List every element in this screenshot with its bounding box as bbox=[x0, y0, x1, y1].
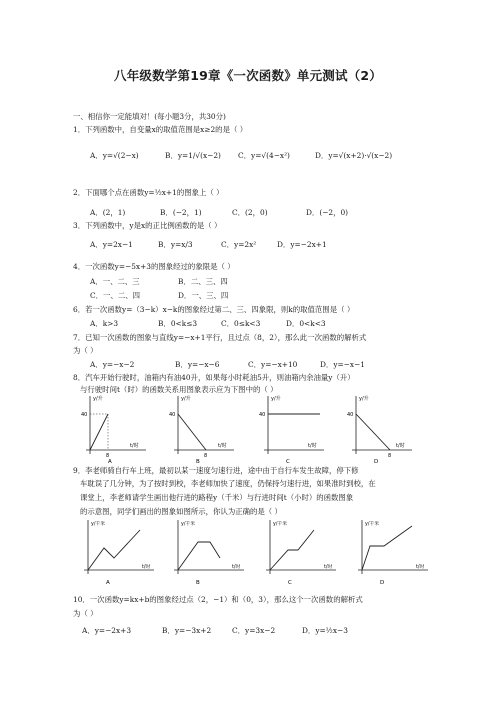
graph-x-label: t/时 bbox=[130, 443, 139, 449]
graph-x-label: t/时 bbox=[396, 443, 405, 449]
graph-y-label: y/升 bbox=[93, 396, 103, 402]
graph-option-label: D bbox=[374, 459, 379, 464]
question-4-option-c: C．一、二、四 bbox=[90, 291, 140, 300]
graph-option-label: B bbox=[196, 459, 200, 464]
question-7-stem-cont: 为（ ） bbox=[73, 346, 98, 355]
question-10-stem: 10．一次函数y=kx+b的图象经过点（2，−1）和（0，3），那么这个一次函数的解析式 bbox=[73, 595, 363, 604]
graph-option-label: A bbox=[106, 580, 110, 586]
question-8-graph-c bbox=[258, 392, 328, 464]
question-7-option-d: D．y=−x−1 bbox=[320, 360, 365, 369]
page-title: 八年级数学第19章《一次函数》单元测试（2） bbox=[114, 68, 382, 83]
question-2-option-d: D．(−2，0) bbox=[306, 208, 349, 217]
graph-x-label: t/时 bbox=[308, 443, 317, 449]
question-9-line-2: 车耽误了几分钟，为了按时到校，李老师加快了速度，仍保持匀速行进，如果准时到校，在 bbox=[80, 479, 376, 488]
question-6-option-c: C．0≤k<3 bbox=[221, 319, 261, 328]
question-4-option-a: A．一、二、三 bbox=[90, 277, 140, 286]
question-9-graph-b bbox=[170, 518, 250, 588]
graph-option-label: B bbox=[196, 580, 200, 586]
question-1-option-d: D．y=√(x+2)·√(x−2) bbox=[315, 151, 393, 160]
question-4-stem: 4．一次函数y=−5x+3的图象经过的象限是（ ） bbox=[73, 262, 235, 271]
question-1-stem: 1．下列函数中，自变量x的取值范围是x≥2的是（ ） bbox=[73, 125, 248, 134]
graph-y-label: y/千米 bbox=[273, 522, 288, 527]
graph-y-label: y/升 bbox=[181, 396, 191, 402]
question-8-graph-d bbox=[346, 392, 416, 464]
graph-y-label: y/升 bbox=[359, 396, 369, 402]
graph-x-mark: 8 bbox=[106, 453, 110, 459]
question-7-option-b: B．y=−x−6 bbox=[175, 360, 220, 369]
section-heading: 一、相信你一定能填对！(每小题3分，共30分) bbox=[73, 112, 226, 121]
graph-y-mark: 40 bbox=[347, 412, 354, 418]
graph-y-mark: 40 bbox=[81, 412, 88, 418]
question-3-option-c: C．y=2x² bbox=[221, 240, 257, 249]
question-3-stem: 3．下列函数中，y是x的正比例函数的是（ ） bbox=[73, 221, 222, 230]
graph-x-label: t/时 bbox=[324, 565, 333, 570]
question-10-option-b: B．y=−3x+2 bbox=[162, 626, 212, 635]
question-9-line-3: 课堂上，李老师请学生画出他行进的路程y（千米）与行进时间t（小时）的函数图象 bbox=[80, 493, 354, 502]
graph-option-label: A bbox=[108, 459, 112, 464]
question-6-option-d: D．0<k<3 bbox=[286, 319, 326, 328]
question-9-graph-d bbox=[354, 518, 434, 588]
question-1-option-c: C．y=√(4−x²) bbox=[238, 151, 290, 160]
question-3-option-a: A．y=2x−1 bbox=[90, 240, 133, 249]
question-2-option-c: C．(2，0) bbox=[232, 208, 268, 217]
question-8-graph-b bbox=[168, 392, 238, 464]
question-9-graph-c bbox=[262, 518, 342, 588]
graph-x-mark: 8 bbox=[204, 453, 208, 459]
question-9-line-4: 的示意图，同学们画出的图象如图所示，你认为正确的是（ ） bbox=[80, 507, 282, 516]
question-3-option-b: B．y=x/3 bbox=[158, 240, 193, 249]
graph-y-mark: 40 bbox=[169, 412, 176, 418]
graph-x-mark: 8 bbox=[388, 453, 392, 459]
question-8-graph-a bbox=[80, 392, 150, 464]
question-2-stem: 2．下面哪个点在函数y=½x+1的图象上（ ） bbox=[73, 188, 224, 197]
graph-y-label: y/千米 bbox=[365, 522, 380, 527]
question-7-option-c: C．y=−x+10 bbox=[248, 360, 298, 369]
graph-y-label: y/升 bbox=[271, 396, 281, 402]
question-6-option-b: B．0<k≤3 bbox=[158, 319, 198, 328]
graph-x-label: t/时 bbox=[232, 565, 241, 570]
question-7-option-a: A．y=−x−2 bbox=[90, 360, 135, 369]
graph-option-label: C bbox=[288, 580, 292, 586]
question-6-stem: 6．若一次函数y=（3−k）x−k的图象经过第二、三、四象限，则k的取值范围是（ ） bbox=[73, 305, 355, 314]
question-1-option-b: B．y=1/√(x−2) bbox=[165, 151, 221, 160]
graph-y-label: y/千米 bbox=[181, 522, 196, 527]
question-10-option-c: C．y=3x−2 bbox=[232, 626, 276, 635]
graph-y-label: y/千米 bbox=[91, 522, 106, 527]
graph-option-label: D bbox=[380, 580, 385, 586]
question-1-option-a: A．y=√(2−x) bbox=[90, 151, 139, 160]
question-9-line-1: 9．李老师骑自行车上班，最初以某一速度匀速行进，途中由于自行车发生故障，停下修 bbox=[73, 466, 359, 475]
question-8-stem-cont: 与行驶时间t（时）的函数关系用图象表示应为下图中的（ ） bbox=[80, 385, 278, 394]
question-10-option-a: A．y=−2x+3 bbox=[82, 626, 132, 635]
question-10-stem-cont: 为（ ） bbox=[73, 609, 98, 618]
question-2-option-b: B．(−2，1) bbox=[160, 208, 202, 217]
question-2-option-a: A．(2，1) bbox=[90, 208, 126, 217]
graph-option-label: C bbox=[286, 459, 290, 464]
graph-x-label: t/时 bbox=[218, 443, 227, 449]
question-3-option-d: D．y=−2x+1 bbox=[277, 240, 327, 249]
question-9-graph-a bbox=[80, 518, 160, 588]
graph-y-mark: 40 bbox=[259, 412, 266, 418]
question-7-stem: 7．已知一次函数的图象与直线y=−x+1平行，且过点（8，2），那么此一次函数的解析式 bbox=[73, 333, 367, 342]
question-6-option-a: A．k>3 bbox=[90, 319, 119, 328]
question-8-stem: 8．汽车开始行驶时，油箱内有油40升，如果每小时耗油5升，则油箱内余油量y（升） bbox=[73, 373, 355, 382]
graph-x-label: t/时 bbox=[416, 565, 425, 570]
question-10-option-d: D．y=½x−3 bbox=[302, 626, 348, 635]
graph-x-label: t/时 bbox=[142, 565, 151, 570]
question-4-option-d: D．一、三、四 bbox=[178, 291, 229, 300]
question-4-option-b: B．二、三、四 bbox=[178, 277, 228, 286]
